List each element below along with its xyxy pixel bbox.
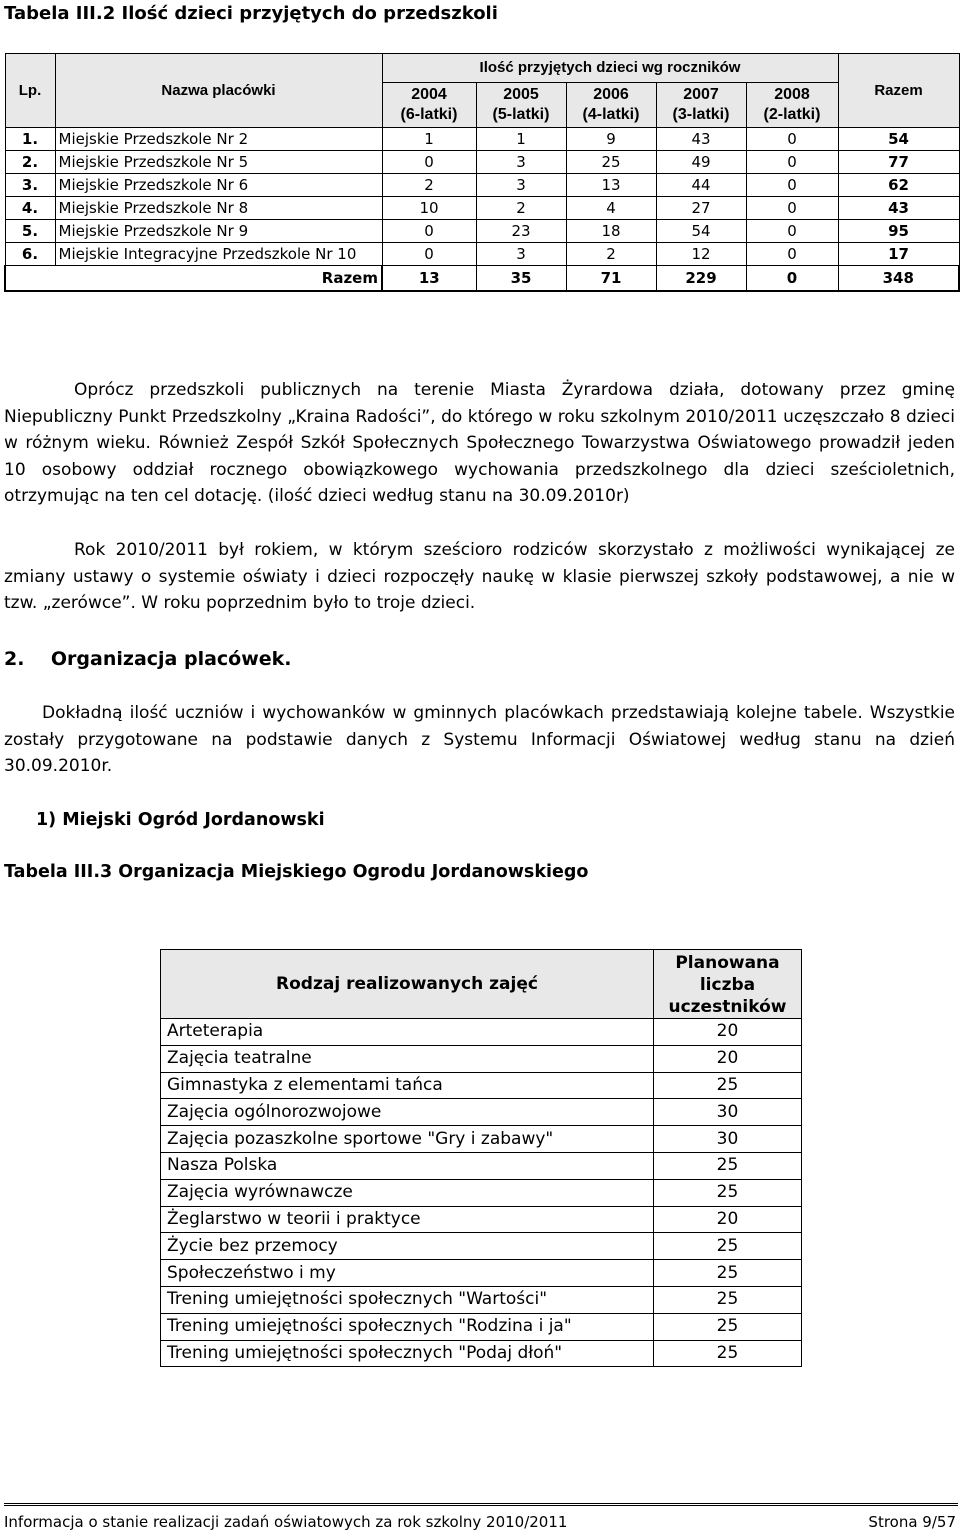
table-row: Trening umiejętności społecznych "Podaj dłoń" 25: [161, 1340, 802, 1367]
table-row: Zajęcia teatralne 20: [161, 1045, 802, 1072]
table-row: Zajęcia wyrównawcze 25: [161, 1179, 802, 1206]
table3-title: Tabela III.3 Organizacja Miejskiego Ogrodu Jordanowskiego: [4, 862, 589, 882]
footer-page-number: Strona 9/57: [868, 1513, 956, 1531]
header-lp: Lp.: [5, 54, 55, 128]
paragraph-private-preschool: Oprócz przedszkoli publicznych na terenie Miasta Żyrardowa działa, dotowany przez gminę Niepubliczny Punkt Przedszkolny „Kraina Radości”, do którego w roku szkolnym 2010/2011 uczęszczało 8 dzieci w różnym wieku. Również Zespół Szkół Społecznych Społecznego Towarzystwa Oświatowego prowadził jeden 10 osobowy oddział rocznego obowiązkowego wychowania przedszkolnego dla dzieci sześcioletnich, otrzymując na ten cel dotację. (ilość dzieci według stanu na 30.09.2010r): [4, 380, 955, 506]
table-row: Arteterapia 20: [161, 1019, 802, 1046]
header-year-2006: 2006 (4-latki): [566, 83, 656, 128]
header-year-2004: 2004 (6-latki): [382, 83, 476, 128]
header-group: Ilość przyjętych dzieci wg roczników: [382, 54, 838, 83]
header-activity: Rodzaj realizowanych zajęć: [161, 950, 654, 1019]
table-row: 3. Miejskie Przedszkole Nr 6 2 3 13 44 0 62: [5, 174, 959, 197]
table-row: Trening umiejętności społecznych "Wartości" 25: [161, 1286, 802, 1313]
header-participants: Planowana liczba uczestników: [654, 950, 802, 1019]
table-row: 1. Miejskie Przedszkole Nr 2 1 1 9 43 0 54: [5, 128, 959, 151]
table-row: Zajęcia pozaszkolne sportowe "Gry i zabawy" 30: [161, 1126, 802, 1153]
table-row: Żeglarstwo w teorii i praktyce 20: [161, 1206, 802, 1233]
table-row: Nasza Polska 25: [161, 1152, 802, 1179]
table-row: 6. Miejskie Integracyjne Przedszkole Nr 10 0 3 2 12 0 17: [5, 243, 959, 266]
paragraph-first-grade: Rok 2010/2011 był rokiem, w którym sześcioro rodziców skorzystało z możliwości wynikającej ze zmiany ustawy o systemie oświaty i dzieci rozpoczęły naukę w klasie pierwszej szkoły podstawowej, a nie w tzw. „zerówce”. W roku poprzednim było to troje dzieci.: [4, 540, 955, 613]
garden-activities-table: [160, 949, 802, 1367]
table-row: Życie bez przemocy 25: [161, 1233, 802, 1260]
children-admitted-table: [4, 53, 960, 292]
header-year-2007: 2007 (3-latki): [656, 83, 746, 128]
header-year-2005: 2005 (5-latki): [476, 83, 566, 128]
table-row: Gimnastyka z elementami tańca 25: [161, 1072, 802, 1099]
footer-document-title: Informacja o stanie realizacji zadań oświatowych za rok szkolny 2010/2011: [4, 1513, 568, 1531]
subsection-heading: 1) Miejski Ogród Jordanowski: [36, 810, 325, 830]
table-row: 5. Miejskie Przedszkole Nr 9 0 23 18 54 0 95: [5, 220, 959, 243]
sum-row: Razem 13 35 71 229 0 348: [5, 266, 959, 292]
table-row: 4. Miejskie Przedszkole Nr 8 10 2 4 27 0 43: [5, 197, 959, 220]
header-name: Nazwa placówki: [55, 54, 382, 128]
paragraph-tables-intro: Dokładną ilość uczniów i wychowanków w gminnych placówkach przedstawiają kolejne tabele. Wszystkie zostały przygotowane na podstawie danych z Systemu Informacji Oświatowej według stanu na dzień 30.09.2010r.: [4, 703, 955, 776]
header-total: Razem: [838, 54, 959, 128]
table-row: Społeczeństwo i my 25: [161, 1260, 802, 1287]
table-row: 2. Miejskie Przedszkole Nr 5 0 3 25 49 0 77: [5, 151, 959, 174]
table-row: Trening umiejętności społecznych "Rodzina i ja" 25: [161, 1313, 802, 1340]
table2-title: Tabela III.2 Ilość dzieci przyjętych do przedszkoli: [4, 3, 498, 24]
sum-label: Razem: [5, 266, 382, 292]
header-year-2008: 2008 (2-latki): [746, 83, 838, 128]
section-heading: 2. Organizacja placówek.: [4, 648, 292, 670]
footer-divider: [4, 1503, 958, 1506]
table-row: Zajęcia ogólnorozwojowe 30: [161, 1099, 802, 1126]
